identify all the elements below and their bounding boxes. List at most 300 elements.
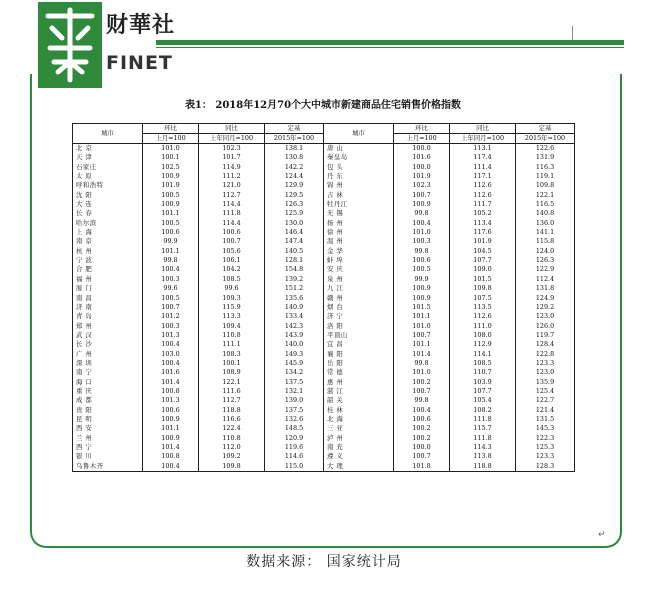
- city-left-cell: 兰 州: [73, 434, 143, 443]
- table-row: [73, 340, 575, 349]
- yoy-left-cell: 122.4: [199, 424, 265, 433]
- mom-left-cell: 100.4: [143, 359, 199, 368]
- mom-right-cell: 101.9: [394, 172, 450, 181]
- yoy-right-cell: 112.6: [450, 181, 516, 190]
- mom-right-cell: 101.4: [394, 350, 450, 359]
- yoy-right-cell: 114.3: [450, 443, 516, 452]
- yoy-left-cell: 116.6: [199, 415, 265, 424]
- mom-left-cell: 103.0: [143, 350, 199, 359]
- mom-right-cell: 100.0: [394, 163, 450, 172]
- mom-left-cell: 100.3: [143, 275, 199, 284]
- mom-left-cell: 101.1: [143, 424, 199, 433]
- yoy-right-cell: 105.4: [450, 396, 516, 405]
- mom-left-cell: 101.1: [143, 247, 199, 256]
- table-row: [73, 275, 575, 284]
- header-city: 城市: [73, 124, 143, 144]
- table-row: [73, 415, 575, 424]
- table-header-row: [73, 124, 575, 134]
- header-city: 城市: [324, 124, 394, 144]
- yoy-right-cell: 112.6: [450, 312, 516, 321]
- mom-right-cell: 99.8: [394, 359, 450, 368]
- city-left-cell: 杭 州: [73, 247, 143, 256]
- table-row: [73, 247, 575, 256]
- base-right-cell: 123.0: [516, 312, 575, 321]
- base-left-cell: 142.3: [265, 322, 324, 331]
- mom-left-cell: 100.9: [143, 172, 199, 181]
- city-right-cell: 岳 阳: [324, 359, 394, 368]
- header-accent-line: [156, 47, 624, 48]
- yoy-right-cell: 108.0: [450, 331, 516, 340]
- table-row: [73, 406, 575, 415]
- brand-name-chinese: 财華社: [106, 13, 176, 38]
- mom-left-cell: 100.9: [143, 415, 199, 424]
- header-yoy: 同比: [199, 124, 265, 134]
- table-row: [73, 387, 575, 396]
- mom-left-cell: 100.9: [143, 434, 199, 443]
- city-left-cell: 天 津: [73, 153, 143, 162]
- table-row: [73, 265, 575, 274]
- mom-right-cell: 99.8: [394, 209, 450, 218]
- base-left-cell: 142.2: [265, 163, 324, 172]
- mom-right-cell: 101.6: [394, 153, 450, 162]
- city-left-cell: 宁 波: [73, 256, 143, 265]
- table-row: [73, 256, 575, 265]
- city-left-cell: 昆 明: [73, 415, 143, 424]
- header-mom: 环比: [394, 124, 450, 134]
- mom-right-cell: 101.0: [394, 322, 450, 331]
- mom-right-cell: 101.0: [394, 228, 450, 237]
- city-right-cell: 大 理: [324, 462, 394, 472]
- base-right-cell: 126.0: [516, 322, 575, 331]
- city-right-cell: 蚌 埠: [324, 256, 394, 265]
- city-left-cell: 武 汉: [73, 331, 143, 340]
- mom-right-cell: 100.2: [394, 424, 450, 433]
- mom-right-cell: 101.1: [394, 312, 450, 321]
- city-left-cell: 南 宁: [73, 368, 143, 377]
- city-left-cell: 西 宁: [73, 443, 143, 452]
- base-left-cell: 138.1: [265, 144, 324, 154]
- price-index-table: [72, 123, 575, 472]
- base-right-cell: 131.8: [516, 284, 575, 293]
- base-right-cell: 136.0: [516, 219, 575, 228]
- mom-left-cell: 101.2: [143, 312, 199, 321]
- base-right-cell: 121.4: [516, 406, 575, 415]
- yoy-right-cell: 109.8: [450, 284, 516, 293]
- mom-left-cell: 100.6: [143, 228, 199, 237]
- yoy-right-cell: 111.8: [450, 434, 516, 443]
- mom-left-cell: 100.7: [143, 303, 199, 312]
- table-row: [73, 312, 575, 321]
- city-left-cell: 沈 阳: [73, 191, 143, 200]
- base-left-cell: 140.5: [265, 247, 324, 256]
- yoy-left-cell: 109.4: [199, 322, 265, 331]
- mom-right-cell: 100.0: [394, 443, 450, 452]
- city-right-cell: 扬 州: [324, 219, 394, 228]
- yoy-right-cell: 109.0: [450, 265, 516, 274]
- city-left-cell: 深 圳: [73, 359, 143, 368]
- city-left-cell: 乌鲁木齐: [73, 462, 143, 472]
- city-left-cell: 太 原: [73, 172, 143, 181]
- table-row: [73, 368, 575, 377]
- base-right-cell: 122.9: [516, 265, 575, 274]
- yoy-left-cell: 112.7: [199, 191, 265, 200]
- yoy-left-cell: 114.9: [199, 163, 265, 172]
- yoy-right-cell: 114.1: [450, 350, 516, 359]
- header-mom: 环比: [143, 124, 199, 134]
- city-right-cell: 无 锡: [324, 209, 394, 218]
- city-left-cell: 石家庄: [73, 163, 143, 172]
- city-left-cell: 海 口: [73, 378, 143, 387]
- yoy-right-cell: 103.9: [450, 378, 516, 387]
- city-right-cell: 牡丹江: [324, 200, 394, 209]
- yoy-left-cell: 111.6: [199, 387, 265, 396]
- yoy-left-cell: 112.0: [199, 443, 265, 452]
- mom-left-cell: 100.8: [143, 387, 199, 396]
- city-right-cell: 桂 林: [324, 406, 394, 415]
- mom-left-cell: 100.5: [143, 294, 199, 303]
- base-right-cell: 125.4: [516, 387, 575, 396]
- yoy-right-cell: 117.6: [450, 228, 516, 237]
- base-right-cell: 122.3: [516, 434, 575, 443]
- base-right-cell: 124.9: [516, 294, 575, 303]
- yoy-right-cell: 112.6: [450, 191, 516, 200]
- base-right-cell: 122.8: [516, 350, 575, 359]
- mom-right-cell: 101.0: [394, 368, 450, 377]
- table-row: [73, 163, 575, 172]
- table-row: [73, 219, 575, 228]
- base-left-cell: 115.0: [265, 462, 324, 472]
- yoy-left-cell: 110.8: [199, 434, 265, 443]
- mom-left-cell: 100.1: [143, 153, 199, 162]
- data-source-note: 数据来源： 国家统计局: [246, 554, 402, 570]
- subheader-base: 2015年=100: [265, 134, 324, 144]
- base-left-cell: 154.8: [265, 265, 324, 274]
- yoy-right-cell: 108.5: [450, 359, 516, 368]
- yoy-left-cell: 111.8: [199, 209, 265, 218]
- yoy-left-cell: 100.1: [199, 359, 265, 368]
- base-right-cell: 140.8: [516, 209, 575, 218]
- table-row: [73, 228, 575, 237]
- city-right-cell: 济 宁: [324, 312, 394, 321]
- table-row: [73, 181, 575, 190]
- mom-left-cell: 101.6: [143, 368, 199, 377]
- header-accent-bar: [156, 40, 624, 45]
- yoy-left-cell: 101.7: [199, 153, 265, 162]
- yoy-right-cell: 104.5: [450, 247, 516, 256]
- base-right-cell: 131.9: [516, 153, 575, 162]
- yoy-left-cell: 110.8: [199, 331, 265, 340]
- mom-left-cell: 99.6: [143, 284, 199, 293]
- table-row: [73, 284, 575, 293]
- city-left-cell: 广 州: [73, 350, 143, 359]
- base-left-cell: 132.6: [265, 415, 324, 424]
- yoy-right-cell: 113.5: [450, 303, 516, 312]
- yoy-right-cell: 115.7: [450, 424, 516, 433]
- table-row: [73, 452, 575, 461]
- base-left-cell: 135.6: [265, 294, 324, 303]
- yoy-right-cell: 110.7: [450, 368, 516, 377]
- city-right-cell: 金 华: [324, 247, 394, 256]
- base-left-cell: 145.9: [265, 359, 324, 368]
- header-base: 定基: [265, 124, 324, 134]
- city-right-cell: 遵 义: [324, 452, 394, 461]
- base-right-cell: 119.7: [516, 331, 575, 340]
- mom-right-cell: 99.8: [394, 247, 450, 256]
- city-left-cell: 南 京: [73, 237, 143, 246]
- table-row: [73, 378, 575, 387]
- table-row: [73, 200, 575, 209]
- table-row: [73, 424, 575, 433]
- city-right-cell: 洛 阳: [324, 322, 394, 331]
- city-right-cell: 徐 州: [324, 228, 394, 237]
- mom-right-cell: 100.6: [394, 256, 450, 265]
- yoy-left-cell: 109.3: [199, 294, 265, 303]
- base-right-cell: 116.3: [516, 163, 575, 172]
- table-row: [73, 294, 575, 303]
- subheader-mom: 上月=100: [143, 134, 199, 144]
- header-yoy: 同比: [450, 124, 516, 134]
- base-left-cell: 147.4: [265, 237, 324, 246]
- city-right-cell: 平顶山: [324, 331, 394, 340]
- city-left-cell: 青 岛: [73, 312, 143, 321]
- mom-right-cell: 101.1: [394, 340, 450, 349]
- table-row: [73, 350, 575, 359]
- city-right-cell: 韶 关: [324, 396, 394, 405]
- city-left-cell: 合 肥: [73, 265, 143, 274]
- city-right-cell: 丹 东: [324, 172, 394, 181]
- mom-left-cell: 101.3: [143, 331, 199, 340]
- base-right-cell: 124.0: [516, 247, 575, 256]
- corner-crop-mark: [572, 26, 573, 40]
- city-left-cell: 重 庆: [73, 387, 143, 396]
- city-left-cell: 银 川: [73, 452, 143, 461]
- subheader-base: 2015年=100: [516, 134, 575, 144]
- mom-left-cell: 100.8: [143, 452, 199, 461]
- mom-right-cell: 100.6: [394, 415, 450, 424]
- yoy-left-cell: 108.3: [199, 350, 265, 359]
- base-right-cell: 128.4: [516, 340, 575, 349]
- base-right-cell: 125.3: [516, 443, 575, 452]
- yoy-left-cell: 111.2: [199, 172, 265, 181]
- base-left-cell: 124.4: [265, 172, 324, 181]
- subheader-yoy: 上年同月=100: [199, 134, 265, 144]
- table-row: [73, 434, 575, 443]
- mom-left-cell: 101.3: [143, 396, 199, 405]
- base-right-cell: 141.1: [516, 228, 575, 237]
- base-left-cell: 134.2: [265, 368, 324, 377]
- table-body: [73, 144, 575, 472]
- city-right-cell: 九 江: [324, 284, 394, 293]
- mom-left-cell: 101.1: [143, 209, 199, 218]
- city-right-cell: 惠 州: [324, 378, 394, 387]
- mom-left-cell: 101.9: [143, 181, 199, 190]
- city-right-cell: 三 亚: [324, 424, 394, 433]
- table-title: 表1： 2018年12月70个大中城市新建商品住宅销售价格指数: [184, 100, 462, 111]
- city-left-cell: 西 安: [73, 424, 143, 433]
- table-row: [73, 144, 575, 154]
- yoy-right-cell: 111.4: [450, 163, 516, 172]
- base-left-cell: 140.9: [265, 303, 324, 312]
- city-left-cell: 北 京: [73, 144, 143, 154]
- base-right-cell: 123.3: [516, 452, 575, 461]
- base-right-cell: 115.8: [516, 237, 575, 246]
- mom-left-cell: 100.6: [143, 406, 199, 415]
- mom-left-cell: 100.4: [143, 340, 199, 349]
- base-left-cell: 114.6: [265, 452, 324, 461]
- base-right-cell: 122.1: [516, 191, 575, 200]
- mom-left-cell: 100.4: [143, 265, 199, 274]
- city-left-cell: 大 连: [73, 200, 143, 209]
- city-left-cell: 郑 州: [73, 322, 143, 331]
- header-base: 定基: [516, 124, 575, 134]
- mom-left-cell: 100.9: [143, 200, 199, 209]
- base-left-cell: 140.0: [265, 340, 324, 349]
- city-left-cell: 呼和浩特: [73, 181, 143, 190]
- yoy-right-cell: 111.8: [450, 415, 516, 424]
- base-left-cell: 139.0: [265, 396, 324, 405]
- city-right-cell: 襄 阳: [324, 350, 394, 359]
- yoy-right-cell: 107.7: [450, 256, 516, 265]
- yoy-right-cell: 101.9: [450, 237, 516, 246]
- table-row: [73, 322, 575, 331]
- table-row: [73, 153, 575, 162]
- yoy-left-cell: 114.4: [199, 200, 265, 209]
- table-row: [73, 462, 575, 472]
- table-row: [73, 443, 575, 452]
- table-row: [73, 209, 575, 218]
- mom-right-cell: 100.7: [394, 387, 450, 396]
- mom-right-cell: 100.9: [394, 284, 450, 293]
- base-right-cell: 128.3: [516, 462, 575, 472]
- base-right-cell: 119.1: [516, 172, 575, 181]
- city-right-cell: 泸 州: [324, 434, 394, 443]
- base-right-cell: 135.9: [516, 378, 575, 387]
- yoy-left-cell: 106.1: [199, 256, 265, 265]
- mom-left-cell: 100.4: [143, 462, 199, 472]
- mom-left-cell: 100.5: [143, 191, 199, 200]
- city-right-cell: 温 州: [324, 237, 394, 246]
- city-left-cell: 上 海: [73, 228, 143, 237]
- mom-right-cell: 100.7: [394, 452, 450, 461]
- city-left-cell: 成 都: [73, 396, 143, 405]
- base-right-cell: 123.3: [516, 359, 575, 368]
- city-right-cell: 泉 州: [324, 275, 394, 284]
- yoy-left-cell: 105.6: [199, 247, 265, 256]
- yoy-left-cell: 122.1: [199, 378, 265, 387]
- mom-right-cell: 99.8: [394, 396, 450, 405]
- yoy-left-cell: 100.6: [199, 228, 265, 237]
- yoy-right-cell: 113.1: [450, 144, 516, 154]
- mom-right-cell: 100.7: [394, 331, 450, 340]
- base-left-cell: 129.5: [265, 191, 324, 200]
- paragraph-mark: ↵: [598, 530, 606, 540]
- city-right-cell: 包 头: [324, 163, 394, 172]
- city-left-cell: 长 沙: [73, 340, 143, 349]
- yoy-left-cell: 100.7: [199, 237, 265, 246]
- table-row: [73, 396, 575, 405]
- city-left-cell: 南 昌: [73, 294, 143, 303]
- mom-right-cell: 100.9: [394, 294, 450, 303]
- yoy-left-cell: 108.5: [199, 275, 265, 284]
- mom-right-cell: 100.4: [394, 219, 450, 228]
- mom-right-cell: 100.4: [394, 406, 450, 415]
- base-right-cell: 131.5: [516, 415, 575, 424]
- mom-right-cell: 100.2: [394, 378, 450, 387]
- base-left-cell: 126.3: [265, 200, 324, 209]
- base-left-cell: 139.2: [265, 275, 324, 284]
- base-right-cell: 126.3: [516, 256, 575, 265]
- mom-left-cell: 101.0: [143, 144, 199, 154]
- yoy-right-cell: 113.4: [450, 219, 516, 228]
- base-left-cell: 132.1: [265, 387, 324, 396]
- base-right-cell: 112.4: [516, 275, 575, 284]
- yoy-left-cell: 108.9: [199, 368, 265, 377]
- yoy-right-cell: 113.8: [450, 452, 516, 461]
- mom-right-cell: 101.5: [394, 303, 450, 312]
- yoy-left-cell: 111.1: [199, 340, 265, 349]
- base-right-cell: 122.6: [516, 144, 575, 154]
- city-left-cell: 济 南: [73, 303, 143, 312]
- mom-right-cell: 99.9: [394, 275, 450, 284]
- mom-left-cell: 100.3: [143, 322, 199, 331]
- city-right-cell: 宜 昌: [324, 340, 394, 349]
- subheader-mom: 上月=100: [394, 134, 450, 144]
- base-left-cell: 148.5: [265, 424, 324, 433]
- city-left-cell: 福 州: [73, 275, 143, 284]
- yoy-left-cell: 112.7: [199, 396, 265, 405]
- mom-right-cell: 100.7: [394, 191, 450, 200]
- yoy-right-cell: 101.5: [450, 275, 516, 284]
- mom-left-cell: 99.9: [143, 237, 199, 246]
- yoy-left-cell: 118.8: [199, 406, 265, 415]
- base-left-cell: 137.5: [265, 406, 324, 415]
- base-left-cell: 119.6: [265, 443, 324, 452]
- mom-right-cell: 101.8: [394, 462, 450, 472]
- subheader-yoy: 上年同月=100: [450, 134, 516, 144]
- brand-name-english: FINET: [106, 52, 173, 74]
- mom-left-cell: 101.4: [143, 443, 199, 452]
- city-right-cell: 湛 江: [324, 387, 394, 396]
- yoy-right-cell: 111.7: [450, 200, 516, 209]
- yoy-right-cell: 107.5: [450, 294, 516, 303]
- yoy-left-cell: 99.6: [199, 284, 265, 293]
- yoy-left-cell: 114.4: [199, 219, 265, 228]
- base-right-cell: 123.0: [516, 368, 575, 377]
- city-right-cell: 安 庆: [324, 265, 394, 274]
- yoy-right-cell: 108.2: [450, 406, 516, 415]
- mom-left-cell: 101.4: [143, 378, 199, 387]
- base-left-cell: 120.9: [265, 434, 324, 443]
- mom-right-cell: 102.3: [394, 181, 450, 190]
- base-left-cell: 149.3: [265, 350, 324, 359]
- table-row: [73, 331, 575, 340]
- base-right-cell: 122.7: [516, 396, 575, 405]
- yoy-right-cell: 118.8: [450, 462, 516, 472]
- base-left-cell: 137.5: [265, 378, 324, 387]
- city-right-cell: 赣 州: [324, 294, 394, 303]
- city-right-cell: 唐 山: [324, 144, 394, 154]
- base-left-cell: 143.9: [265, 331, 324, 340]
- mom-left-cell: 102.5: [143, 163, 199, 172]
- table-row: [73, 303, 575, 312]
- base-right-cell: 145.3: [516, 424, 575, 433]
- city-right-cell: 吉 林: [324, 191, 394, 200]
- base-left-cell: 130.8: [265, 153, 324, 162]
- yoy-left-cell: 121.0: [199, 181, 265, 190]
- city-right-cell: 常 德: [324, 368, 394, 377]
- city-left-cell: 哈尔滨: [73, 219, 143, 228]
- table-row: [73, 359, 575, 368]
